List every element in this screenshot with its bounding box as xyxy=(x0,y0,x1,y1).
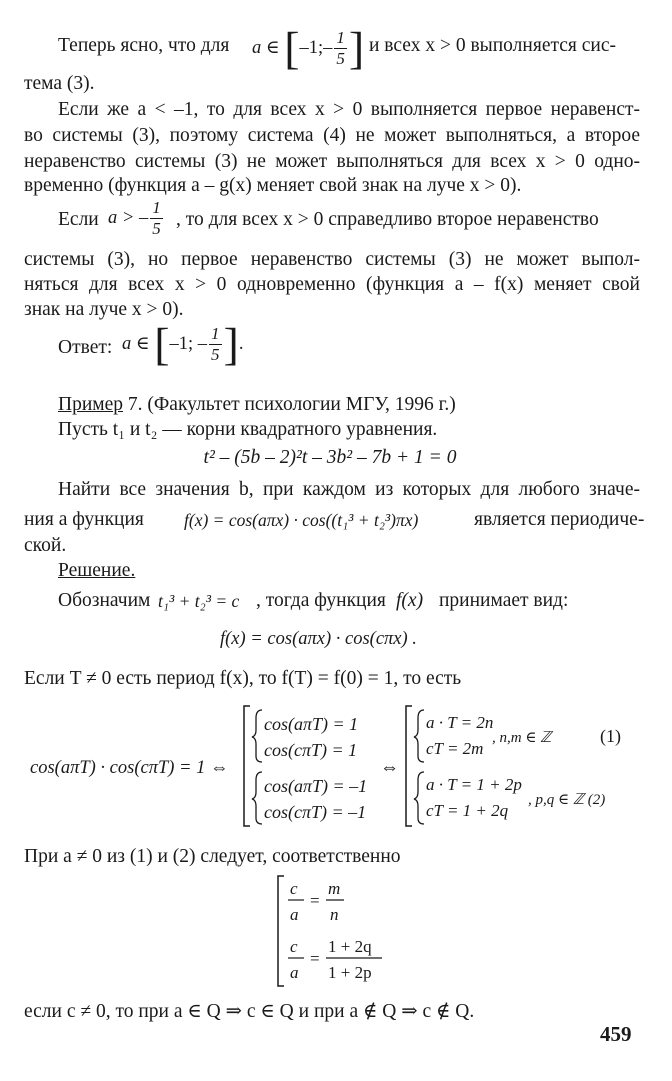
text-line-22: При a ≠ 0 из (1) и (2) следует, соответственно xyxy=(24,846,401,867)
bracket-left: [ xyxy=(154,318,170,370)
text-line-16: ской. xyxy=(24,535,67,556)
numerator: 1 xyxy=(211,324,220,343)
denominator: 5 xyxy=(211,345,220,364)
system-of-equations xyxy=(0,698,672,838)
solution-domain-2: , p,q ∈ ℤ (2) xyxy=(528,792,606,808)
fraction-one-fifth xyxy=(150,198,163,239)
c-definition: t₁³ + t₂³ = c xyxy=(158,591,240,611)
inner-brace-3 xyxy=(414,710,424,762)
text-line-15 xyxy=(24,506,645,534)
math-text: a ∈ xyxy=(252,37,280,58)
text-line-9: няться для всех x > 0 одновременно (функция a – f(x) меняет свой xyxy=(24,274,640,295)
bracket-right: ] xyxy=(348,22,365,74)
answer-formula: a ∈ [–1; – $\frac{1}{5}$ ]. xyxy=(122,318,244,370)
math-text: f(x) xyxy=(396,590,424,611)
denominator: 5 xyxy=(336,49,345,68)
frac-num: m xyxy=(328,879,341,898)
example-label: Пример xyxy=(58,394,124,415)
math-text: a > – xyxy=(108,207,149,228)
equals: = xyxy=(310,891,320,910)
math-text: –1;– xyxy=(299,37,333,58)
frac-den: 1 + 2p xyxy=(328,963,372,982)
bracket xyxy=(278,876,284,986)
text-fragment: Теперь ясно, что для xyxy=(58,35,230,56)
solution-domain-1: , n,m ∈ ℤ xyxy=(492,730,552,746)
text-line-3: Если же a < –1, то для всех x > 0 выполняется первое неравенст- xyxy=(58,99,640,120)
frac-den: n xyxy=(330,905,339,924)
text-line-10: знак на луче x > 0). xyxy=(24,299,184,320)
solution-eq: a · T = 1 + 2p xyxy=(426,775,522,794)
quadratic-equation: t² – (5b – 2)²t – 3b² – 7b + 1 = 0 xyxy=(203,447,457,468)
system-eq: cos(aπT) = 1 xyxy=(264,714,359,734)
text-line-2: тема (3). xyxy=(24,73,95,94)
numerator: 1 xyxy=(152,198,161,217)
text-line-1 xyxy=(24,22,640,74)
text-line-8: системы (3), но первое неравенство системы (3) не может выпол- xyxy=(24,249,640,270)
text-line-4: во системы (3), поэтому система (4) не может выполняться, а второе xyxy=(24,125,640,146)
text-line-20: Если T ≠ 0 есть период f(x), то f(T) = f(0) = 1, то есть xyxy=(24,668,462,689)
text-fragment: Если xyxy=(58,209,99,230)
bracket-left: [ xyxy=(284,22,300,74)
answer-label: Ответ: xyxy=(58,337,113,358)
frac-num: c xyxy=(290,937,298,956)
equals: = xyxy=(310,949,320,968)
frac-num: c xyxy=(290,879,298,898)
text-fragment: , то для всех x > 0 справедливо второе неравенство xyxy=(176,209,599,230)
solution-eq: cT = 2m xyxy=(426,739,484,758)
inner-brace-1 xyxy=(252,710,262,762)
page-number: 459 xyxy=(600,1022,632,1046)
text-fragment: принимает вид: xyxy=(439,590,569,611)
math-text: a ∈ xyxy=(122,333,150,354)
text-line-18 xyxy=(24,586,640,616)
outer-bracket xyxy=(244,706,250,826)
fractions-system xyxy=(270,872,430,990)
text-fragment: и всех x > 0 выполняется сис- xyxy=(369,35,616,56)
answer-line xyxy=(24,318,640,372)
text-line-7 xyxy=(24,198,640,244)
equation-number-1: (1) xyxy=(600,726,621,746)
interval-formula-1 xyxy=(252,22,365,74)
example-source: 7. (Факультет психологии МГУ, 1996 г.) xyxy=(123,394,456,415)
text-fragment: ния a функция xyxy=(24,509,144,530)
text-line-24: если c ≠ 0, то при a ∈ Q ⇒ c ∈ Q и при a ∉ Q ⇒ c ∉ Q. xyxy=(24,1001,475,1022)
solution-eq: cT = 1 + 2q xyxy=(426,801,509,820)
denominator: 5 xyxy=(152,219,161,238)
text-line-5: неравенство системы (3) не может выполняться для всех x > 0 одно- xyxy=(24,151,640,172)
bracket-right: ] xyxy=(223,318,239,370)
text-fragment: Обозначим xyxy=(58,590,151,611)
solution-eq: a · T = 2n xyxy=(426,713,494,732)
frac-den: a xyxy=(290,963,299,982)
solution-label: Решение. xyxy=(58,560,136,581)
system-eq: cos(cπT) = –1 xyxy=(264,802,367,822)
function-new-form: f(x) = cos(aπx) · cos(cπx) . xyxy=(220,629,417,649)
system-eq: cos(cπT) = 1 xyxy=(264,740,358,760)
system-lhs: cos(aπT) · cos(cπT) = 1 ⇔ xyxy=(30,758,229,778)
frac-num: 1 + 2q xyxy=(328,937,372,956)
iff-symbol: ⇔ xyxy=(380,757,399,778)
fraction-one-fifth xyxy=(334,28,347,69)
frac-den: a xyxy=(290,905,299,924)
system-eq: cos(aπT) = –1 xyxy=(264,776,368,796)
example-heading xyxy=(24,393,640,417)
numerator: 1 xyxy=(336,28,345,47)
text-fragment: , тогда функция xyxy=(256,590,386,611)
text-line-6: временно (функция a – g(x) меняет свой знак на луче x > 0). xyxy=(24,175,522,196)
solution-heading xyxy=(24,559,640,583)
inner-brace-4 xyxy=(414,772,424,824)
text-line-14: Найти все значения b, при каждом из которых для любого значе- xyxy=(58,479,640,500)
inner-brace-2 xyxy=(252,772,262,824)
fraction-one-fifth xyxy=(209,324,222,365)
text-line-12: Пусть t₁ и t₂ — корни квадратного уравнения. xyxy=(58,419,438,440)
outer-bracket-right xyxy=(406,706,412,826)
function-definition: f(x) = cos(aπx) · cos((t₁³ + t₂³)πx) xyxy=(184,510,419,530)
math-text: –1; – xyxy=(169,333,208,354)
text-fragment: является периодиче- xyxy=(474,509,645,530)
a-greater-formula xyxy=(108,198,165,239)
